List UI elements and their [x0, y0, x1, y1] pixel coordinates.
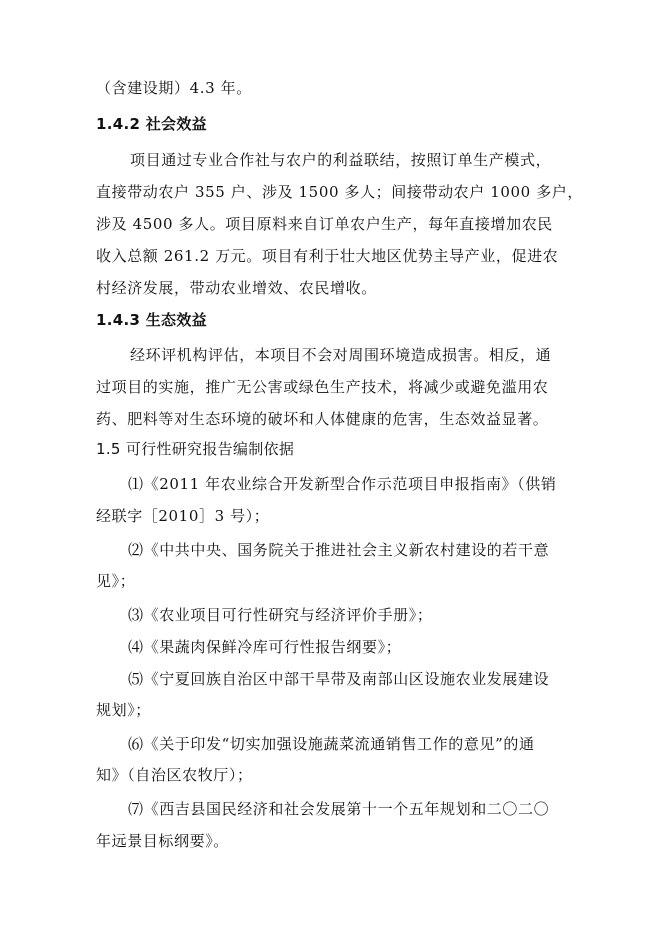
basis-item-2-line-2: 见》； [96, 572, 136, 590]
basis-item-1-line-2: 经联字［2010］3 号）； [96, 507, 270, 525]
basis-item-6-line-2: 知》（自治区农牧厅）； [96, 766, 253, 784]
paragraph-social-line-2: 直接带动农户 355 户、涉及 1500 多人；间接带动农户 1000 多户， [96, 183, 583, 201]
text-line-continuation: （含建设期）4.3 年。 [96, 79, 252, 97]
basis-item-4: ⑷《果蔬肉保鲜冷库可行性报告纲要》； [128, 638, 402, 656]
paragraph-eco-line-3: 药、肥料等对生态环境的破坏和人体健康的危害，生态效益显著。 [96, 410, 549, 428]
basis-item-6-line-1: ⑹《关于印发“切实加强设施蔬菜流通销售工作的意见”的通 [128, 735, 535, 753]
section-heading-1-4-3: 1.4.3 生态效益 [96, 311, 207, 329]
section-heading-1-5: 1.5 可行性研究报告编制依据 [96, 440, 295, 458]
paragraph-social-line-1: 项目通过专业合作社与农户的利益联结，按照订单生产模式， [130, 151, 552, 169]
paragraph-social-line-5: 村经济发展，带动农业增效、农民增收。 [96, 279, 377, 297]
paragraph-eco-line-1: 经环评机构评估，本项目不会对周围环境造成损害。相反，通 [130, 346, 552, 364]
basis-item-2-line-1: ⑵《中共中央、国务院关于推进社会主义新农村建设的若干意 [128, 541, 550, 559]
paragraph-social-line-4: 收入总额 261.2 万元。项目有利于壮大地区优势主导产业，促进农 [96, 247, 559, 265]
paragraph-eco-line-2: 过项目的实施，推广无公害或绿色生产技术，将减少或避免滥用农 [96, 378, 549, 396]
section-heading-1-4-2: 1.4.2 社会效益 [96, 115, 207, 133]
paragraph-social-line-3: 涉及 4500 多人。项目原料来自订单农户生产，每年直接增加农民 [96, 215, 553, 233]
basis-item-5-line-1: ⑸《宁夏回族自治区中部干旱带及南部山区设施农业发展建设 [128, 670, 550, 688]
basis-item-3: ⑶《农业项目可行性研究与经济评价手册》； [128, 606, 433, 624]
basis-item-7-line-1: ⑺《西吉县国民经济和社会发展第十一个五年规划和二〇二〇 [128, 800, 550, 818]
basis-item-7-line-2: 年远景目标纲要》。 [96, 832, 229, 850]
basis-item-1-line-1: ⑴《2011 年农业综合开发新型合作示范项目申报指南》（供销 [128, 475, 557, 493]
basis-item-5-line-2: 规划》； [96, 701, 151, 719]
